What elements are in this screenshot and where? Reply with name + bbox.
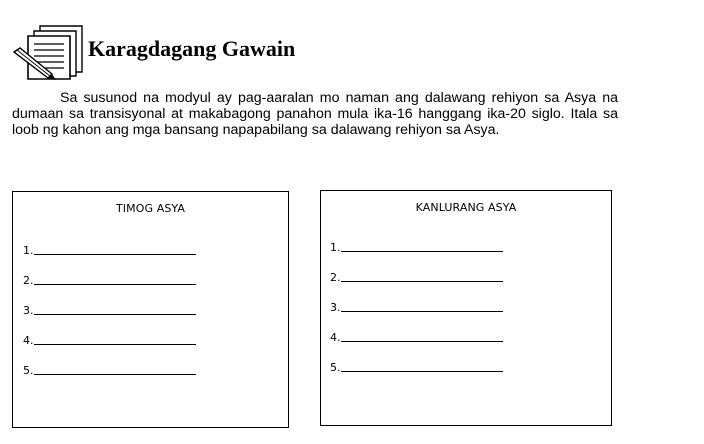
item-number: 4. [330, 331, 341, 344]
timog-asya-box [12, 191, 289, 428]
blank-line [341, 340, 503, 342]
kanlurang-asya-box [320, 190, 612, 426]
answer-list [23, 227, 288, 377]
answer-line[interactable] [330, 314, 611, 344]
blank-line [341, 280, 503, 282]
blank-line [34, 373, 196, 375]
pencil-and-paper-icon [12, 24, 84, 80]
box-title: KANLURANG ASYA [415, 201, 517, 214]
item-number: 2. [330, 271, 341, 284]
answer-line[interactable] [23, 257, 288, 287]
blank-line [34, 343, 196, 345]
answer-line[interactable] [23, 227, 288, 257]
instructions-paragraph: Sa susunod na modyul ay pag-aaralan mo naman ang dalawang rehiyon sa Asya na dumaan sa transisyonal at makabagong panahon mula ika-16 hanggang ika-20 siglo. Itala sa loob ng kahon ang mga bansang napapabilang sa dalawang rehiyon sa Asya. [12, 90, 618, 138]
answer-line[interactable] [330, 254, 611, 284]
blank-line [341, 250, 503, 252]
item-number: 3. [330, 301, 341, 314]
answer-list [330, 224, 611, 374]
item-number: 3. [23, 304, 34, 317]
answer-line[interactable] [23, 347, 288, 377]
blank-line [341, 370, 503, 372]
blank-line [34, 283, 196, 285]
box-title: TIMOG ASYA [115, 202, 186, 215]
item-number: 5. [330, 361, 341, 374]
answer-line[interactable] [23, 317, 288, 347]
blank-line [341, 310, 503, 312]
item-number: 1. [330, 241, 341, 254]
blank-line [34, 253, 196, 255]
answer-line[interactable] [330, 224, 611, 254]
blank-line [34, 313, 196, 315]
item-number: 5. [23, 364, 34, 377]
answer-line[interactable] [23, 287, 288, 317]
activity-title: Karagdagang Gawain [88, 36, 296, 61]
item-number: 1. [23, 244, 34, 257]
answer-line[interactable] [330, 344, 611, 374]
item-number: 2. [23, 274, 34, 287]
item-number: 4. [23, 334, 34, 347]
answer-line[interactable] [330, 284, 611, 314]
